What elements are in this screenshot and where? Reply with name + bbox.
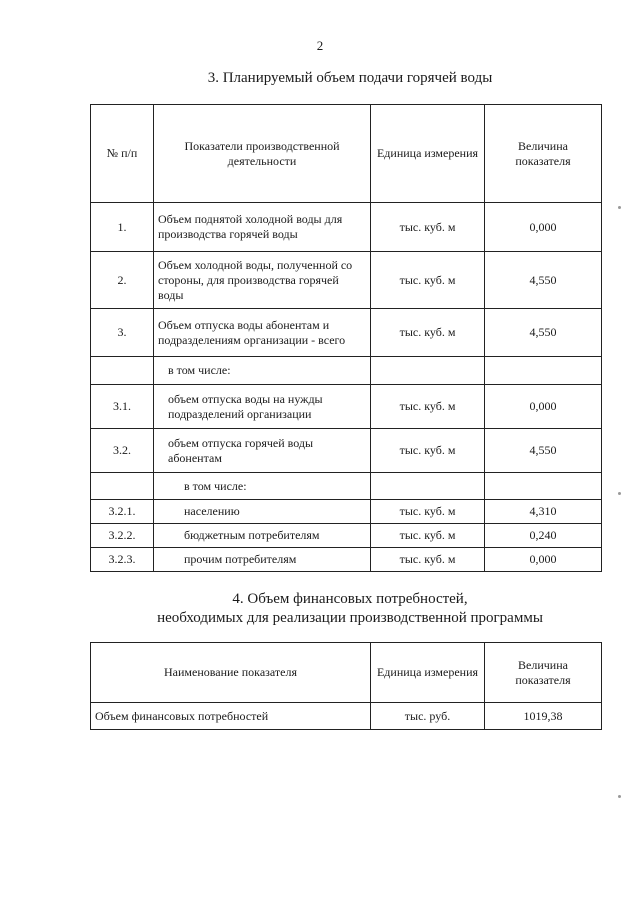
table-header-row: [91, 643, 602, 703]
row-num: [91, 357, 154, 385]
header-num: № п/п: [91, 105, 154, 203]
row-value: 0,000: [485, 548, 602, 572]
page-number: 2: [316, 38, 324, 53]
row-unit: тыс. руб.: [371, 703, 485, 730]
row-name: Объем финансовых потребностей: [91, 703, 371, 730]
section3-title: 3. Планируемый объем подачи горячей воды: [207, 70, 493, 86]
header-value: Величина показателя: [485, 105, 602, 203]
row-unit: тыс. куб. м: [371, 252, 485, 309]
section4-title: [0, 590, 640, 628]
row-name: объем отпуска воды на нужды подразделений организации: [154, 385, 371, 429]
header-name: Наименование показателя: [91, 643, 371, 703]
row-value: 4,310: [485, 500, 602, 524]
row-num: 3.2.1.: [91, 500, 154, 524]
row-value: [485, 357, 602, 385]
section4-title-line1: 4. Объем финансовых потребностей,: [232, 591, 468, 607]
row-unit: тыс. куб. м: [371, 203, 485, 252]
row-unit: [371, 473, 485, 500]
row-value: [485, 473, 602, 500]
table-row: [91, 357, 602, 385]
table-row: [91, 203, 602, 252]
scan-mark: [618, 795, 621, 798]
row-name: прочим потребителям: [154, 548, 371, 572]
row-num: 3.2.3.: [91, 548, 154, 572]
row-num: 3.: [91, 309, 154, 357]
row-value: 0,240: [485, 524, 602, 548]
table-row: [91, 473, 602, 500]
row-unit: тыс. куб. м: [371, 385, 485, 429]
row-value: 4,550: [485, 429, 602, 473]
table-header-row: [91, 105, 602, 203]
row-value: 4,550: [485, 309, 602, 357]
table-row: [91, 500, 602, 524]
row-name: в том числе:: [154, 473, 371, 500]
table-row: [91, 309, 602, 357]
row-value: 1019,38: [485, 703, 602, 730]
row-num: 3.2.2.: [91, 524, 154, 548]
row-unit: тыс. куб. м: [371, 524, 485, 548]
header-unit: Единица измерения: [371, 105, 485, 203]
row-unit: тыс. куб. м: [371, 500, 485, 524]
row-unit: тыс. куб. м: [371, 548, 485, 572]
table-row: [91, 548, 602, 572]
row-name: бюджетным потребителям: [154, 524, 371, 548]
section4-title-line2: необходимых для реализации производственной программы: [157, 610, 543, 626]
financial-needs-table: [90, 642, 602, 730]
row-num: 3.1.: [91, 385, 154, 429]
header-value: Величина показателя: [485, 643, 602, 703]
row-unit: [371, 357, 485, 385]
row-name: объем отпуска горячей воды абонентам: [154, 429, 371, 473]
water-supply-table: [90, 104, 602, 572]
row-name: в том числе:: [154, 357, 371, 385]
table-row: [91, 385, 602, 429]
row-unit: тыс. куб. м: [371, 309, 485, 357]
row-value: 0,000: [485, 385, 602, 429]
header-indicator: Показатели производственной деятельности: [154, 105, 371, 203]
row-num: 3.2.: [91, 429, 154, 473]
scan-mark: [618, 206, 621, 209]
header-unit: Единица измерения: [371, 643, 485, 703]
table-row: [91, 524, 602, 548]
row-num: 1.: [91, 203, 154, 252]
row-unit: тыс. куб. м: [371, 429, 485, 473]
row-name: Объем поднятой холодной воды для производства горячей воды: [154, 203, 371, 252]
row-num: 2.: [91, 252, 154, 309]
row-name: Объем холодной воды, полученной со стороны, для производства горячей воды: [154, 252, 371, 309]
table-row: [91, 703, 602, 730]
row-value: 4,550: [485, 252, 602, 309]
table-row: [91, 429, 602, 473]
row-value: 0,000: [485, 203, 602, 252]
table-row: [91, 252, 602, 309]
row-name: населению: [154, 500, 371, 524]
row-num: [91, 473, 154, 500]
row-name: Объем отпуска воды абонентам и подразделениям организации - всего: [154, 309, 371, 357]
scan-mark: [618, 492, 621, 495]
